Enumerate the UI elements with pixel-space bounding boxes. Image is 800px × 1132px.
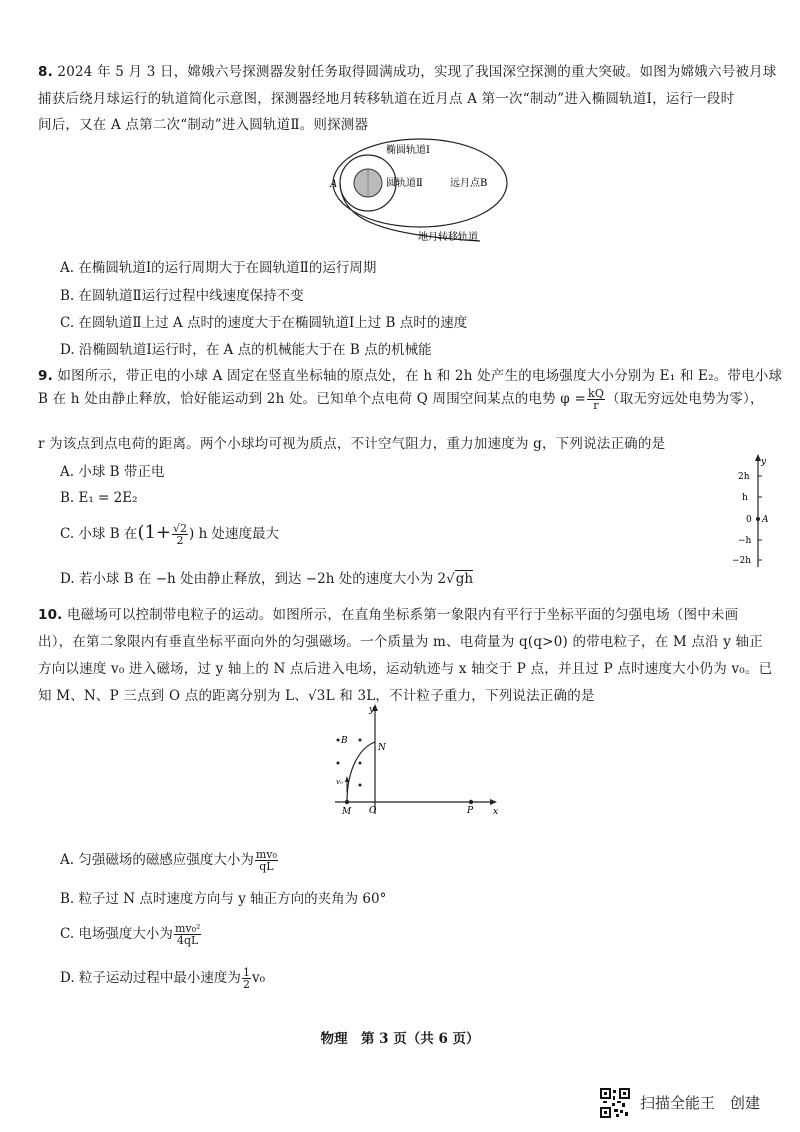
q9-option-a: A. 小球 B 带正电 bbox=[60, 464, 165, 480]
label-b-field: B bbox=[341, 736, 348, 746]
label-v0: v₀ bbox=[336, 778, 343, 786]
q9-line2: B 在 h 处由静止释放，恰好能运动到 2h 处。已知单个点电荷 Q 周围空间某点的电势 φ = $\frac{kQ}{r}$ （取无穷远处电势为零）， bbox=[38, 387, 764, 412]
vertical-axis-figure bbox=[728, 452, 778, 572]
q10-option-d: D. 粒子运动过程中最小速度为 $\frac{1}{2}$ v₀ bbox=[60, 966, 265, 991]
q8-line2: 捕获后绕月球运行的轨道简化示意图，探测器经地月转移轨道在近月点 A 第一次“制动”进入椭圆轨道Ⅰ，运行一段时 bbox=[38, 91, 735, 107]
q9-line3: r 为该点到点电荷的距离。两个小球均可视为质点，不计空气阻力，重力加速度为 g，下列说法正确的是 bbox=[38, 436, 666, 452]
q8-line1: 8. 2024 年 5 月 3 日，嫦娥六号探测器发射任务取得圆满成功，实现了我国深空探测的重大突破。如图为嫦娥六号被月球 bbox=[38, 64, 777, 80]
q10-option-a: A. 匀强磁场的磁感应强度大小为 $\frac{\text{mv₀}}{qL}$ bbox=[60, 848, 277, 873]
axis-x-label: x bbox=[493, 807, 499, 817]
tick-h: h bbox=[742, 493, 748, 503]
q9-option-b: B. E₁ = 2E₂ bbox=[60, 490, 138, 506]
axis-y-label: y bbox=[369, 705, 375, 715]
label-point-a: A bbox=[330, 179, 338, 190]
scanner-watermark bbox=[600, 1088, 780, 1118]
qr-code-icon bbox=[600, 1088, 630, 1118]
q9-option-c: C. 小球 B 在(1+ $\frac{√2}{2}$ ) h 处速度最大 bbox=[60, 522, 280, 547]
label-m-point: M bbox=[342, 807, 352, 817]
q10-line3: 方向以速度 v₀ 进入磁场，过 y 轴上的 N 点后进入电场，运动轨迹与 x 轴交于 P 点，并且过 P 点时速度大小仍为 v₀。已 bbox=[38, 661, 773, 677]
orbit-diagram bbox=[320, 135, 510, 245]
label-far-point: 远月点B bbox=[450, 178, 488, 189]
tick-minus-h: −h bbox=[738, 536, 752, 546]
tick-2h: 2h bbox=[738, 472, 750, 482]
q10-line1: 10. 电磁场可以控制带电粒子的运动。如图所示，在直角坐标系第一象限内有平行于坐标平面的匀强电场（图中未画 bbox=[38, 607, 739, 623]
label-p-point: P bbox=[467, 806, 474, 816]
q8-option-a: A. 在椭圆轨道Ⅰ的运行周期大于在圆轨道Ⅱ的运行周期 bbox=[60, 260, 377, 276]
q8-line3: 间后，又在 A 点第二次“制动”进入圆轨道Ⅱ。则探测器 bbox=[38, 117, 369, 133]
label-n-point: N bbox=[378, 743, 386, 753]
tick-minus-2h: −2h bbox=[732, 556, 752, 566]
q8-option-b: B. 在圆轨道Ⅱ运行过程中线速度保持不变 bbox=[60, 288, 304, 304]
q8-number: 8. bbox=[38, 64, 53, 80]
label-a-charge: A bbox=[762, 515, 769, 525]
q9-line1: 9. 如图所示，带正电的小球 A 固定在竖直坐标轴的原点处，在 h 和 2h 处产生的电场强度大小分别为 E₁ 和 E₂。带电小球 bbox=[38, 368, 783, 384]
q10-line4: 知 M、N、P 三点到 O 点的距离分别为 L、√3L 和 3L，不计粒子重力，下列说法正确的是 bbox=[38, 688, 595, 704]
q9-option-d: D. 若小球 B 在 −h 处由静止释放，到达 −2h 处的速度大小为 2√gh bbox=[60, 571, 474, 587]
q8-option-d: D. 沿椭圆轨道Ⅰ运行时，在 A 点的机械能大于在 B 点的机械能 bbox=[60, 342, 432, 358]
q8-option-c: C. 在圆轨道Ⅱ上过 A 点时的速度大于在椭圆轨道Ⅰ上过 B 点时的速度 bbox=[60, 315, 468, 331]
q9-number: 9. bbox=[38, 368, 53, 384]
axis-y-label: y bbox=[761, 457, 767, 467]
page-footer: 物理 第 3 页（共 6 页） bbox=[320, 1031, 480, 1047]
q10-line2: 出），在第二象限内有垂直坐标平面向外的匀强磁场。一个质量为 m、电荷量为 q(q>0) 的带电粒子，在 M 点沿 y 轴正 bbox=[38, 634, 763, 650]
q10-option-c: C. 电场强度大小为 $\frac{\text{mv₀²}}{4qL}$ bbox=[60, 922, 201, 947]
q10-number: 10. bbox=[38, 607, 63, 623]
label-circle-orbit: 圆轨道Ⅱ bbox=[386, 178, 423, 189]
field-diagram bbox=[325, 700, 505, 820]
label-o-origin: O bbox=[369, 806, 377, 816]
q10-option-b: B. 粒子过 N 点时速度方向与 y 轴正方向的夹角为 60° bbox=[60, 891, 387, 907]
label-ellipse-orbit: 椭圆轨道Ⅰ bbox=[386, 145, 430, 156]
scanner-text: 扫描全能王 创建 bbox=[640, 1094, 761, 1112]
label-transfer-orbit: 地月转移轨道 bbox=[418, 232, 478, 243]
tick-0: 0 bbox=[746, 515, 752, 525]
